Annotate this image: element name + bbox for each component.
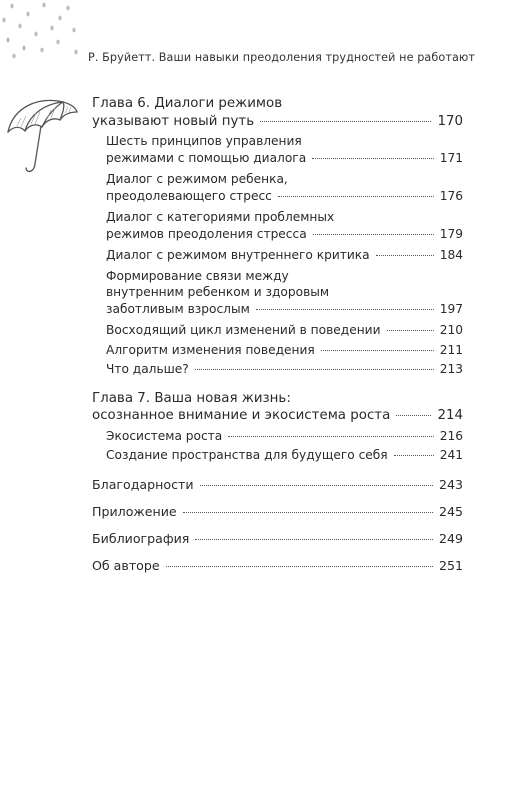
dot-leader [321,350,434,351]
toc-page-number: 170 [437,113,463,129]
toc-page-number: 216 [439,428,463,443]
dot-leader [256,309,434,310]
toc-entry [92,390,463,425]
toc-page-number: 243 [438,476,463,492]
toc-entry-title-line: Диалог с режимом ребенка, [106,172,288,186]
toc-entry [92,342,463,359]
toc-entry [92,476,463,493]
dot-leader [195,369,434,370]
dot-leader [195,539,433,540]
toc-entry [92,530,463,547]
toc-entry-title: Что дальше? [106,362,189,376]
dot-leader [313,234,434,235]
toc-entry-title: Восходящий цикл изменений в поведении [106,323,381,337]
dot-leader [260,121,431,122]
toc-entry-title-line: Глава 6. Диалоги режимов [92,96,283,111]
toc-entry [92,171,463,204]
dot-leader [376,255,434,256]
toc-page-number: 251 [438,557,463,573]
toc-page-number: 197 [439,301,463,316]
toc-entry [92,133,463,166]
dot-leader [312,158,434,159]
toc-page-number: 249 [438,530,463,546]
toc-entry [92,95,463,130]
toc-entry [92,428,463,445]
toc-entry-title-line: Формирование связи между [106,268,289,283]
dot-leader [228,436,433,437]
toc-page-number: 210 [439,323,463,337]
toc-entry [92,557,463,574]
toc-entry-title-line: Шесть принципов управления [106,134,302,148]
umbrella-icon [5,92,79,188]
toc-entry-title: Диалог с режимом внутреннего критика [106,248,370,262]
toc-entry-title-line: внутренним ребенком и здоровым [106,285,330,299]
dot-leader [387,330,434,331]
toc-entry-title-line: Глава 7. Ваша новая жизнь: [92,390,291,406]
toc-entry-title: режимами с помощью диалога [106,150,307,165]
dot-leader [200,485,433,486]
toc-entry [92,247,463,264]
running-header: Р. Бруйетт. Ваши навыки преодоления трудностей не работают [88,51,476,64]
toc-entry-title-line: Диалог с категориями проблемных [106,210,335,224]
toc-entry [92,361,463,378]
toc-entry [92,209,463,242]
dot-leader [278,196,434,197]
toc-entry-title: осознанное внимание и экосистема роста [92,408,391,423]
toc-entry-title: Алгоритм изменения поведения [106,342,315,357]
toc-entry-title: указывают новый путь [92,113,255,129]
toc-page-number: 245 [438,503,463,519]
toc-entry-title: режимов преодоления стресса [106,226,307,241]
dot-leader [166,566,433,567]
dot-leader [396,415,431,416]
toc-entry [92,447,463,464]
dot-leader [183,512,433,513]
toc-entry-title: преодолевающего стресс [106,188,272,203]
toc-entry-title: Благодарности [92,476,194,492]
toc-entry [92,268,463,318]
toc-page-number: 213 [439,362,463,376]
toc-entry [92,503,463,520]
toc-page-number: 179 [439,226,463,241]
toc-entry-title: Экосистема роста [106,428,223,443]
dot-leader [394,455,434,456]
toc-page-number: 211 [439,342,463,357]
toc-entry-title: Создание пространства для будущего себя [106,448,388,462]
toc-page-number: 241 [439,448,463,462]
toc-page-number: 171 [439,150,463,165]
toc-page-number: 214 [437,408,463,423]
toc-entry-title: Библиография [92,530,190,546]
toc-page-number: 184 [439,248,463,262]
toc-entry-title: Об авторе [92,557,160,573]
toc-entry [92,322,463,339]
table-of-contents [92,95,463,574]
toc-entry-title: Приложение [92,503,177,519]
toc-entry-title: заботливым взрослым [106,301,250,316]
toc-page-number: 176 [439,188,463,203]
